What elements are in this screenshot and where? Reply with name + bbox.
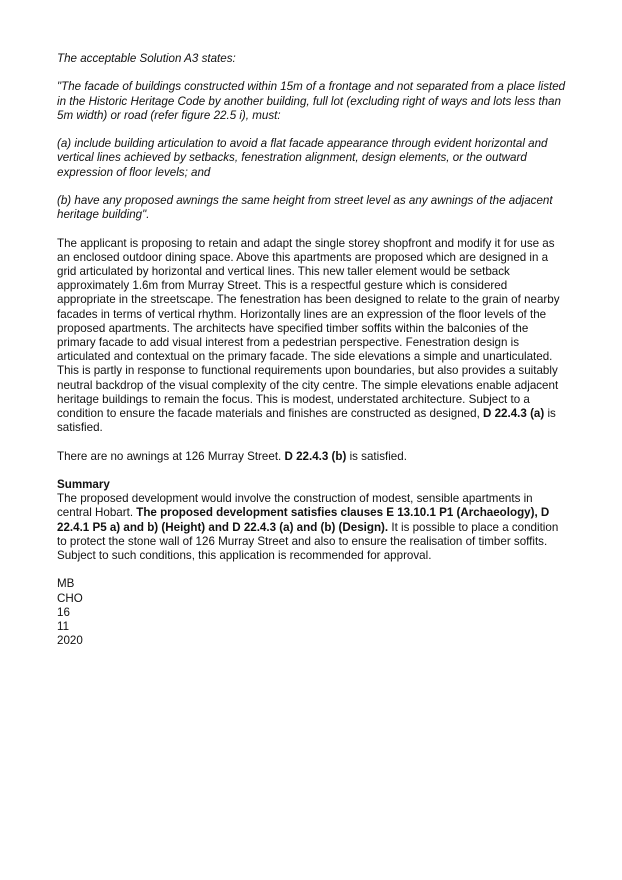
assessment-paragraph [57,237,569,436]
document-page [57,52,569,648]
summary-heading: Summary [57,478,110,491]
summary-text: The proposed development would involve the construction of modest, sensible apartments in central Hobart. [57,492,533,520]
signoff-initials: MB [57,577,75,591]
signoff-role: CHO [57,591,83,605]
awnings-text: There are no awnings at 126 Murray Street. [57,449,285,463]
assessment-text: The applicant is proposing to retain and adapt the single storey shopfront and modify it for use as an enclosed outdoor dining space. Above this apartments are proposed which are designed in a grid articulated by horizontal and vertical lines. This new taller element would be setback approximately 1.6m from Murray Street. This is a respectful gesture which is considered appropriate in the streetscape. The fenestration has been designed to relate to the grain of nearby facades in terms of vertical rhythm. Horizontally lines are an expression of the floor levels of the proposed apartments. The architects have specified timber soffits within the balconies of the primary facade to add visual interest from a pedestrian perspective. Fenestration design is articulated and contextual on the primary facade. The side elevations a simple and unarticulated. This is partly in response to functional requirements upon boundaries, but also provides a suitably neutral backdrop of the visual complexity of the city centre. The simple elevations enable adjacent heritage buildings to remain the focus. This is modest, understated architecture. Subject to a condition to ensure the facade materials and finishes are constructed as designed, [57,236,560,421]
quote-clause-b: (b) have any proposed awnings the same height from street level as any awnings of the adjacent heritage building". [57,193,553,222]
clause-reference: D 22.4.3 (a) [483,407,545,421]
awnings-paragraph [57,450,569,464]
quote-main: "The facade of buildings constructed within 15m of a frontage and not separated from a place listed in the Historic Heritage Code by another building, full lot (excluding right of ways and lots less than 5m width) or road (refer figure 22.5 i), must: [57,80,566,122]
signoff-year: 2020 [57,634,83,648]
assessment-tail: is satisfied. [57,407,556,435]
summary-clauses: The proposed development satisfies clauses E 13.10.1 P1 (Archaeology), D 22.4.1 P5 a) and b) (Height) and D 22.4.3 (a) and (b) (Design). [57,506,550,534]
clause-reference: D 22.4.3 (b) [284,449,347,463]
intro-text: The acceptable Solution A3 states: [57,52,236,65]
signoff-block [57,577,569,648]
summary-paragraph [57,492,569,563]
signoff-month: 11 [57,620,70,634]
summary-tail: It is possible to place a condition to protect the stone wall of 126 Murray Street and also to ensure the realisation of timber soffits. Subject to such conditions, this application is recommended for approval. [57,520,559,563]
awnings-tail: is satisfied. [346,449,407,463]
signoff-day: 16 [57,605,70,619]
quote-clause-a: (a) include building articulation to avoid a flat facade appearance through evident horizontal and vertical lines achieved by setbacks, fenestration alignment, design elements, or the outward expression of floor levels; and [57,137,548,179]
